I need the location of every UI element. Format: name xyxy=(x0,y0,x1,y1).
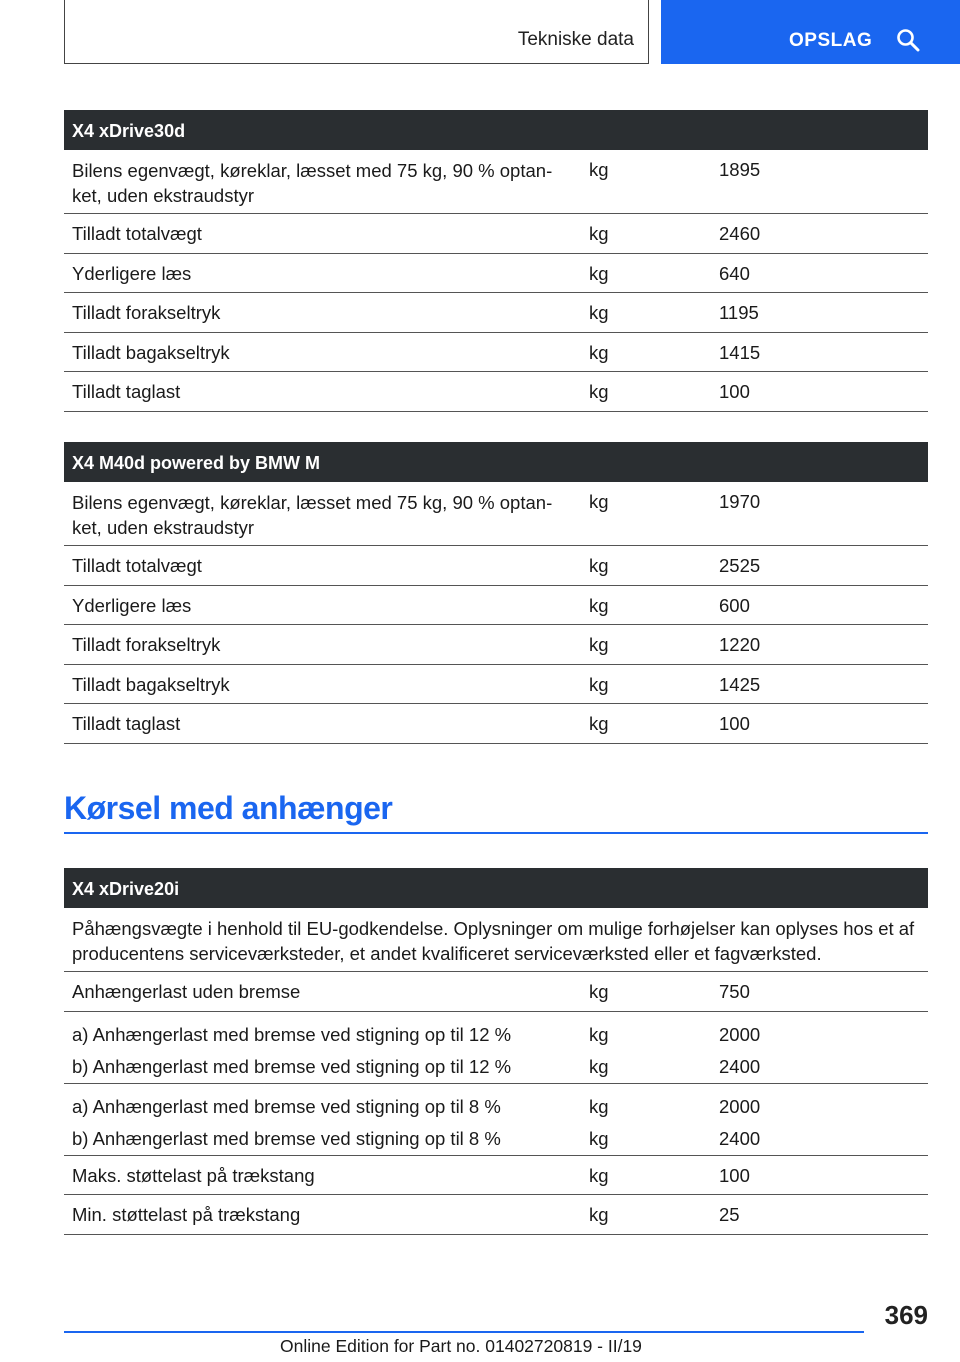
table-title: X4 M40d powered by BMW M xyxy=(64,442,928,482)
row-label: Tilladt totalvægt xyxy=(72,555,202,576)
table-row xyxy=(64,372,928,412)
row-unit: kg xyxy=(589,713,609,734)
row-value: 640 xyxy=(719,262,750,284)
row-label xyxy=(72,1019,562,1083)
row-label: Bilens egenvægt, køreklar, læsset med 75 kg, 90 % optanket, uden ekstraudstyr xyxy=(72,492,553,538)
row-label-a: a) Anhængerlast med bremse ved stigning op til 12 % xyxy=(72,1023,512,1045)
row-label xyxy=(72,1091,562,1155)
row-unit: kg xyxy=(589,341,609,363)
row-unit-a: kg xyxy=(589,1095,609,1117)
row-value: 100 xyxy=(719,713,750,734)
row-value xyxy=(719,1019,760,1083)
spec-table-m40d xyxy=(64,442,928,744)
row-label: Tilladt totalvægt xyxy=(72,223,202,244)
table-row xyxy=(64,1084,928,1156)
table-row xyxy=(64,293,928,333)
row-value: 100 xyxy=(719,381,750,402)
row-value-a: 2000 xyxy=(719,1095,761,1117)
table-row xyxy=(64,482,928,546)
table-note-row xyxy=(64,908,928,972)
table-row xyxy=(64,150,928,214)
table-title: X4 xDrive30d xyxy=(64,110,928,150)
row-value-a: 2000 xyxy=(719,1023,761,1045)
row-label: Yderligere læs xyxy=(72,594,192,616)
row-label: Min. støttelast på trækstang xyxy=(72,1204,301,1225)
row-value: 1415 xyxy=(719,341,761,363)
row-label-a: a) Anhængerlast med bremse ved stigning op til 8 % xyxy=(72,1095,501,1117)
table-row xyxy=(64,586,928,626)
row-unit-b: kg xyxy=(589,1055,609,1077)
table-row xyxy=(64,1156,928,1196)
row-value xyxy=(719,1091,760,1155)
row-value-b: 2400 xyxy=(719,1055,761,1077)
opslag-button[interactable] xyxy=(661,0,960,64)
table-row xyxy=(64,704,928,744)
footer-divider xyxy=(64,1331,864,1333)
row-value: 1195 xyxy=(719,302,759,323)
header-section-box xyxy=(64,0,649,64)
row-unit: kg xyxy=(589,381,609,402)
row-label-b: b) Anhængerlast med bremse ved stigning op til 8 % xyxy=(72,1127,501,1149)
row-label: Tilladt bagakseltryk xyxy=(72,673,230,695)
row-value: 25 xyxy=(719,1204,740,1225)
row-value: 1220 xyxy=(719,634,761,655)
header-section-title: Tekniske data xyxy=(517,29,634,50)
page-number: 369 xyxy=(884,1300,928,1330)
row-label: Bilens egenvægt, køreklar, læsset med 75 kg, 90 % optanket, uden ekstraudstyr xyxy=(72,160,553,206)
row-value: 100 xyxy=(719,1164,750,1186)
spec-table-xdrive30d xyxy=(64,110,928,412)
row-unit: kg xyxy=(589,634,609,655)
row-unit: kg xyxy=(589,981,609,1002)
table-row xyxy=(64,665,928,705)
row-value: 750 xyxy=(719,981,750,1002)
section-divider xyxy=(64,832,928,834)
table-row xyxy=(64,1012,928,1084)
row-label: Anhængerlast uden bremse xyxy=(72,981,301,1002)
row-label: Maks. støttelast på trækstang xyxy=(72,1164,315,1186)
row-label: Tilladt taglast xyxy=(72,381,181,402)
row-label-b: b) Anhængerlast med bremse ved stigning op til 12 % xyxy=(72,1055,512,1077)
row-unit: kg xyxy=(589,491,609,512)
opslag-button-label: OPSLAG xyxy=(789,30,873,51)
table-row xyxy=(64,214,928,254)
row-unit: kg xyxy=(589,594,609,616)
row-unit: kg xyxy=(589,673,609,695)
row-unit: kg xyxy=(589,159,609,180)
table-row xyxy=(64,254,928,294)
row-value: 600 xyxy=(719,594,750,616)
row-value: 2525 xyxy=(719,555,761,576)
table-title: X4 xDrive20i xyxy=(64,868,928,908)
row-value: 1425 xyxy=(719,673,761,695)
section-heading: Kørsel med anhænger xyxy=(64,790,393,826)
table-row xyxy=(64,625,928,665)
row-unit: kg xyxy=(589,262,609,284)
row-unit: kg xyxy=(589,302,609,323)
row-label: Tilladt bagakseltryk xyxy=(72,341,230,363)
row-label: Tilladt forakseltryk xyxy=(72,634,221,655)
trailer-table-xdrive20i xyxy=(64,868,928,1235)
table-row xyxy=(64,546,928,586)
edition-text: Online Edition for Part no. 01402720819 - II/19 xyxy=(280,1336,642,1356)
row-unit: kg xyxy=(589,223,609,244)
table-note: Påhængsvægte i henhold til EU-godkendelse. Oplysninger om mulige forhøjelser kan oplyses hos et af producentens serviceværksteder, et andet kvalificeret serviceværksted eller et fagværksted. xyxy=(72,918,915,964)
row-unit: kg xyxy=(589,1164,609,1186)
row-unit: kg xyxy=(589,1204,609,1225)
row-label: Tilladt forakseltryk xyxy=(72,302,221,323)
row-unit xyxy=(589,1019,609,1083)
table-row xyxy=(64,1195,928,1235)
row-value-b: 2400 xyxy=(719,1127,761,1149)
row-unit xyxy=(589,1091,609,1155)
search-icon xyxy=(896,28,920,52)
row-unit: kg xyxy=(589,555,609,576)
row-label: Tilladt taglast xyxy=(72,713,181,734)
row-unit-b: kg xyxy=(589,1127,609,1149)
row-value: 1970 xyxy=(719,491,761,512)
row-label: Yderligere læs xyxy=(72,262,192,284)
table-row xyxy=(64,333,928,373)
table-row xyxy=(64,972,928,1012)
row-unit-a: kg xyxy=(589,1023,609,1045)
page-header xyxy=(0,0,960,68)
row-value: 1895 xyxy=(719,159,761,180)
row-value: 2460 xyxy=(719,223,761,244)
